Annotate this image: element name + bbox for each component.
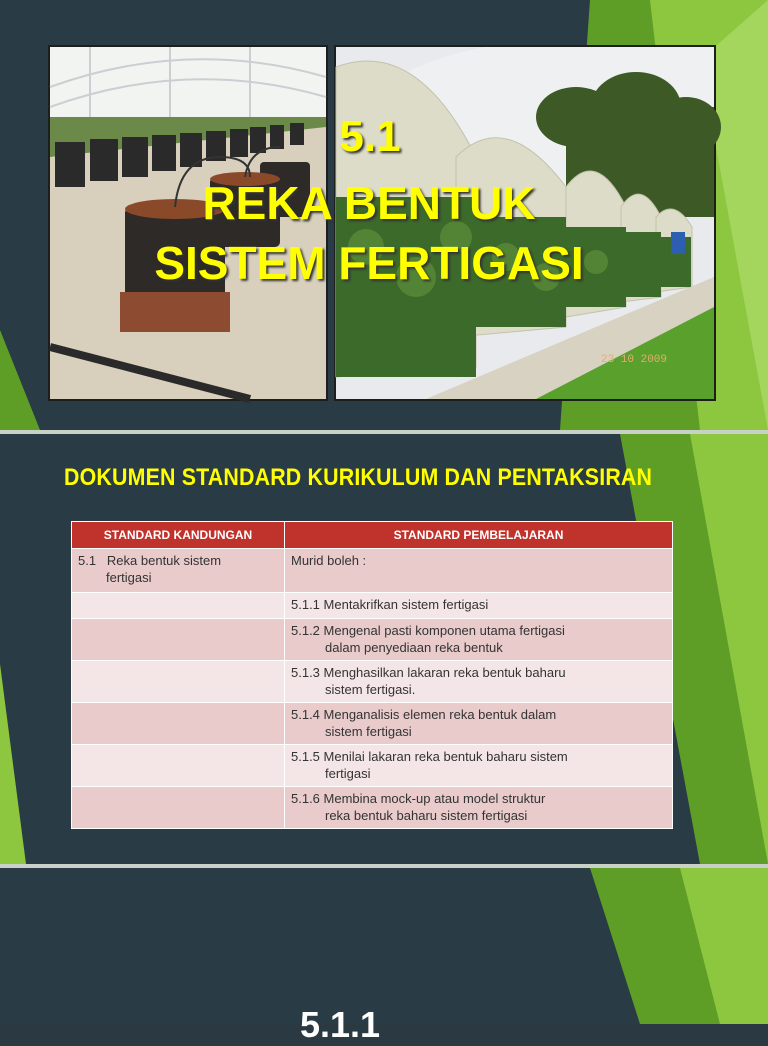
section-title: 5.1.1 [300, 1004, 381, 1045]
learning-standard-cell [285, 661, 673, 703]
content-number: 5.1 [78, 553, 97, 568]
column-header-content-standard: STANDARD KANDUNGAN [72, 522, 285, 549]
table-header-row [72, 522, 673, 549]
content-text-cont: fertigasi [106, 570, 152, 585]
learning-text-cont: reka bentuk baharu sistem fertigasi [325, 808, 528, 823]
table-row [72, 703, 673, 745]
table-row [72, 549, 673, 593]
learning-standard-cell [285, 787, 673, 829]
table-row [72, 619, 673, 661]
green-triangle-decoration [0, 868, 768, 1024]
learning-text-cont: sistem fertigasi [325, 724, 412, 739]
learning-standard-cell [285, 549, 673, 593]
learning-text: 5.1.4 Menganalisis elemen reka bentuk dalam [291, 707, 557, 722]
learning-text: 5.1.3 Menghasilkan lakaran reka bentuk baharu [291, 665, 566, 680]
learning-standard-cell [285, 593, 673, 619]
title-slide [0, 0, 768, 430]
column-header-learning-standard: STANDARD PEMBELAJARAN [285, 522, 673, 549]
learning-standard-cell [285, 745, 673, 787]
section-slide [0, 868, 768, 1045]
table-row [72, 661, 673, 703]
content-standard-cell [72, 745, 285, 787]
learning-text-cont: sistem fertigasi. [325, 682, 416, 697]
slide-number-title: 5.1 [339, 112, 401, 161]
curriculum-standard-slide [0, 434, 768, 864]
learning-text-cont: dalam penyediaan reka bentuk [325, 640, 503, 655]
photo-date-stamp: 23 10 2009 [601, 354, 668, 366]
learning-text: 5.1.2 Mengenal pasti komponen utama fertigasi [291, 623, 565, 638]
slide-title-line1: REKA BENTUK [202, 177, 536, 229]
learning-text: 5.1.6 Membina mock-up atau model struktur [291, 791, 546, 806]
content-standard-cell [72, 593, 285, 619]
table-row [72, 593, 673, 619]
section-heading: DOKUMEN STANDARD KURIKULUM DAN PENTAKSIRAN [64, 464, 653, 491]
learning-text-cont: fertigasi [325, 766, 371, 781]
learning-standard-cell [285, 619, 673, 661]
learning-text: 5.1.5 Menilai lakaran reka bentuk baharu sistem [291, 749, 568, 764]
content-standard-cell [72, 549, 285, 593]
slide-title-line2: SISTEM FERTIGASI [154, 237, 584, 289]
content-text: Reka bentuk sistem [106, 553, 222, 568]
learning-standard-cell [285, 703, 673, 745]
content-standard-cell [72, 661, 285, 703]
content-standard-cell [72, 787, 285, 829]
learning-text: Murid boleh : [291, 553, 367, 568]
standards-table [71, 521, 673, 829]
content-standard-cell [72, 619, 285, 661]
table-row [72, 745, 673, 787]
learning-text: 5.1.1 Mentakrifkan sistem fertigasi [291, 597, 489, 612]
content-standard-cell [72, 703, 285, 745]
table-row [72, 787, 673, 829]
